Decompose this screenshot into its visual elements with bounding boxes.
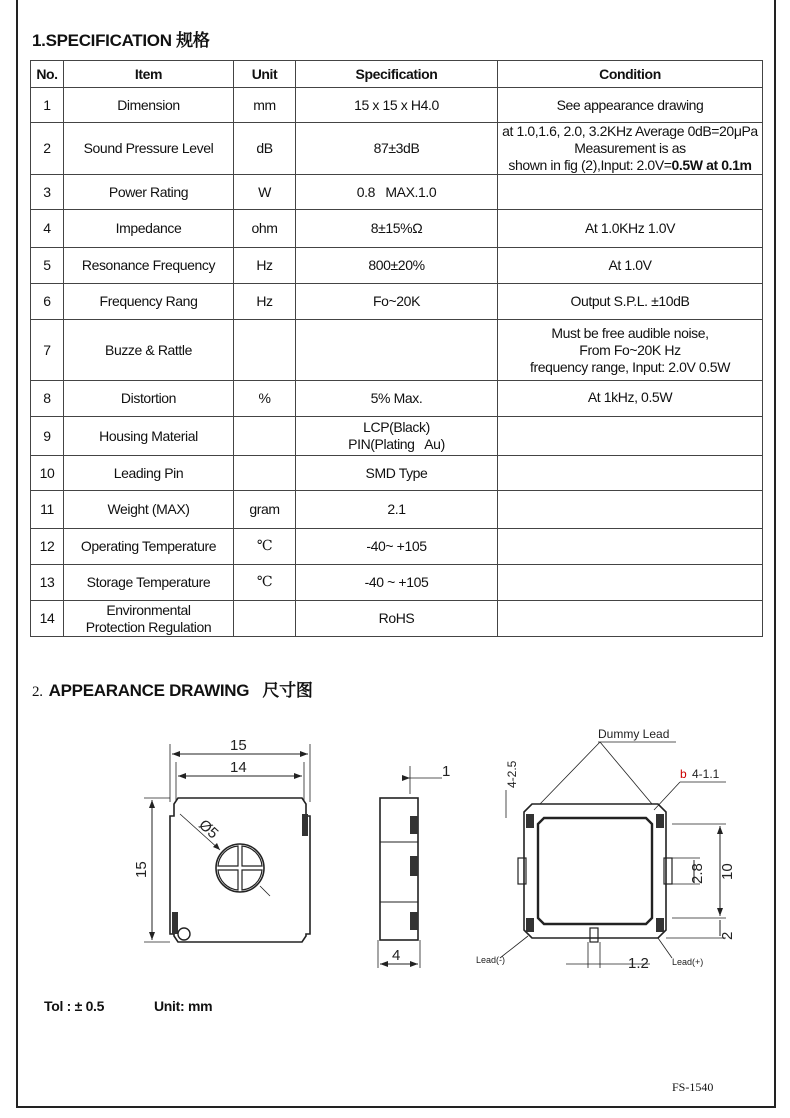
cell-condition: See appearance drawing <box>498 88 763 123</box>
condition-line: at 1.0,1.6, 2.0, 3.2KHz Average 0dB=20μPa <box>502 123 758 139</box>
header-item: Item <box>64 61 234 88</box>
label-b: b <box>680 767 687 781</box>
tolerance-note: Tol : ± 0.5 <box>44 998 105 1014</box>
table-row <box>31 491 763 529</box>
header-condition: Condition <box>498 61 763 88</box>
cell-spec: 5% Max. <box>296 381 498 417</box>
dim-width-outer: 15 <box>230 737 247 754</box>
cell-condition: At 1.0V <box>498 248 763 284</box>
cell-item: Housing Material <box>64 417 234 456</box>
dim-2: 2 <box>719 931 736 940</box>
cell-item: Power Rating <box>64 175 234 210</box>
cell-condition <box>498 175 763 210</box>
cell-no: 1 <box>31 88 64 123</box>
cell-condition <box>498 491 763 529</box>
unit-note: Unit: mm <box>154 998 213 1014</box>
cell-no: 13 <box>31 565 64 601</box>
condition-line <box>501 157 759 174</box>
dim-side-top: 1 <box>442 763 451 780</box>
cell-condition: At 1.0KHz 1.0V <box>498 210 763 248</box>
cell-item: Resonance Frequency <box>64 248 234 284</box>
cell-spec <box>296 320 498 381</box>
bottom-view <box>476 727 736 972</box>
table-row <box>31 248 763 284</box>
label-lead-plus: Lead(+) <box>672 957 704 967</box>
cell-condition: Output S.P.L. ±10dB <box>498 284 763 320</box>
header-unit: Unit <box>234 61 296 88</box>
cell-condition <box>498 601 763 637</box>
cell-condition <box>498 123 763 175</box>
table-row <box>31 417 763 456</box>
cell-condition: At 1kHz, 0.5W <box>498 381 763 417</box>
cell-unit: W <box>234 175 296 210</box>
cell-spec: Fo~20K <box>296 284 498 320</box>
cell-unit: ℃ <box>234 529 296 565</box>
cell-condition <box>498 417 763 456</box>
front-view <box>133 737 310 942</box>
cell-no: 11 <box>31 491 64 529</box>
dim-width-inner: 14 <box>230 759 247 776</box>
cell-no: 2 <box>31 123 64 175</box>
condition-line: Measurement is as <box>574 140 686 156</box>
label-lead-minus: Lead(-) <box>476 955 506 965</box>
cell-spec: 15 x 15 x H4.0 <box>296 88 498 123</box>
table-row <box>31 601 763 637</box>
cell-unit: ℃ <box>234 565 296 601</box>
section-number: 2. <box>32 684 43 700</box>
cell-unit: gram <box>234 491 296 529</box>
label-dummy-lead: Dummy Lead <box>598 727 670 741</box>
table-row <box>31 175 763 210</box>
spec-line: PIN(Plating Au) <box>348 436 445 452</box>
section-title-specification: 1.SPECIFICATION 规格 <box>32 31 210 50</box>
dim-1-2: 1.2 <box>628 955 649 972</box>
table-row <box>31 381 763 417</box>
cell-no: 7 <box>31 320 64 381</box>
header-no: No. <box>31 61 64 88</box>
condition-text: shown in fig (2),Input: 2.0V= <box>508 157 672 173</box>
table-row <box>31 565 763 601</box>
cell-spec <box>296 417 498 456</box>
condition-line: frequency range, Input: 2.0V 0.5W <box>529 358 731 375</box>
cell-no: 8 <box>31 381 64 417</box>
cell-spec: 0.8 MAX.1.0 <box>296 175 498 210</box>
cell-item: Buzze & Rattle <box>64 320 234 381</box>
spec-line: LCP(Black) <box>363 419 430 435</box>
cell-condition <box>498 456 763 491</box>
cell-unit <box>234 601 296 637</box>
cell-no: 5 <box>31 248 64 284</box>
cell-item <box>64 601 234 637</box>
table-row <box>31 284 763 320</box>
cell-no: 12 <box>31 529 64 565</box>
table-row <box>31 210 763 248</box>
table-header-row <box>31 61 763 88</box>
cell-item: Distortion <box>64 381 234 417</box>
cell-unit: ohm <box>234 210 296 248</box>
cell-no: 9 <box>31 417 64 456</box>
cell-item: Leading Pin <box>64 456 234 491</box>
cell-condition <box>498 565 763 601</box>
cell-unit <box>234 417 296 456</box>
dim-10: 10 <box>719 863 736 880</box>
cell-no: 10 <box>31 456 64 491</box>
document-code: FS-1540 <box>672 1080 714 1094</box>
item-line: Environmental <box>106 601 191 618</box>
specification-table <box>30 60 763 637</box>
condition-bold-text: 0.5W at 0.1m <box>671 157 752 173</box>
condition-line: Must be free audible noise, <box>551 324 709 341</box>
condition-line: From Fo~20K Hz <box>579 341 681 358</box>
cell-unit: Hz <box>234 248 296 284</box>
cell-unit <box>234 320 296 381</box>
cell-item: Storage Temperature <box>64 565 234 601</box>
cell-spec: -40~ +105 <box>296 529 498 565</box>
appearance-drawing <box>120 718 760 974</box>
table-row <box>31 320 763 381</box>
cell-item: Dimension <box>64 88 234 123</box>
cell-no: 6 <box>31 284 64 320</box>
dim-height: 15 <box>133 861 150 878</box>
cell-unit: dB <box>234 123 296 175</box>
cell-spec: RoHS <box>296 601 498 637</box>
table-row <box>31 529 763 565</box>
item-line: Protection Regulation <box>85 618 212 635</box>
dim-side-bottom: 4 <box>392 947 401 964</box>
cell-spec: -40 ~ +105 <box>296 565 498 601</box>
cell-unit: mm <box>234 88 296 123</box>
header-specification: Specification <box>296 61 498 88</box>
cell-spec: 800±20% <box>296 248 498 284</box>
section-title-appearance <box>32 676 313 701</box>
cell-spec: 87±3dB <box>296 123 498 175</box>
cell-unit: Hz <box>234 284 296 320</box>
cell-item: Impedance <box>64 210 234 248</box>
table-row <box>31 456 763 491</box>
cell-unit <box>234 456 296 491</box>
cell-item: Weight (MAX) <box>64 491 234 529</box>
cell-item: Sound Pressure Level <box>64 123 234 175</box>
section-title-text: APPEARANCE DRAWING 尺寸图 <box>48 681 313 700</box>
cell-spec: 2.1 <box>296 491 498 529</box>
cell-no: 3 <box>31 175 64 210</box>
dim-bottom-left: 4-2.5 <box>505 760 519 788</box>
cell-no: 14 <box>31 601 64 637</box>
dim-2-8: 2.8 <box>689 863 706 884</box>
dim-diameter: Ø5 <box>195 816 222 843</box>
cell-no: 4 <box>31 210 64 248</box>
cell-condition <box>498 529 763 565</box>
cell-item: Frequency Rang <box>64 284 234 320</box>
cell-condition <box>498 320 763 381</box>
cell-unit: % <box>234 381 296 417</box>
cell-spec: SMD Type <box>296 456 498 491</box>
table-row <box>31 123 763 175</box>
cell-item: Operating Temperature <box>64 529 234 565</box>
table-row <box>31 88 763 123</box>
dim-b: 4-1.1 <box>692 767 720 781</box>
cell-spec: 8±15%Ω <box>296 210 498 248</box>
side-view <box>378 763 450 968</box>
